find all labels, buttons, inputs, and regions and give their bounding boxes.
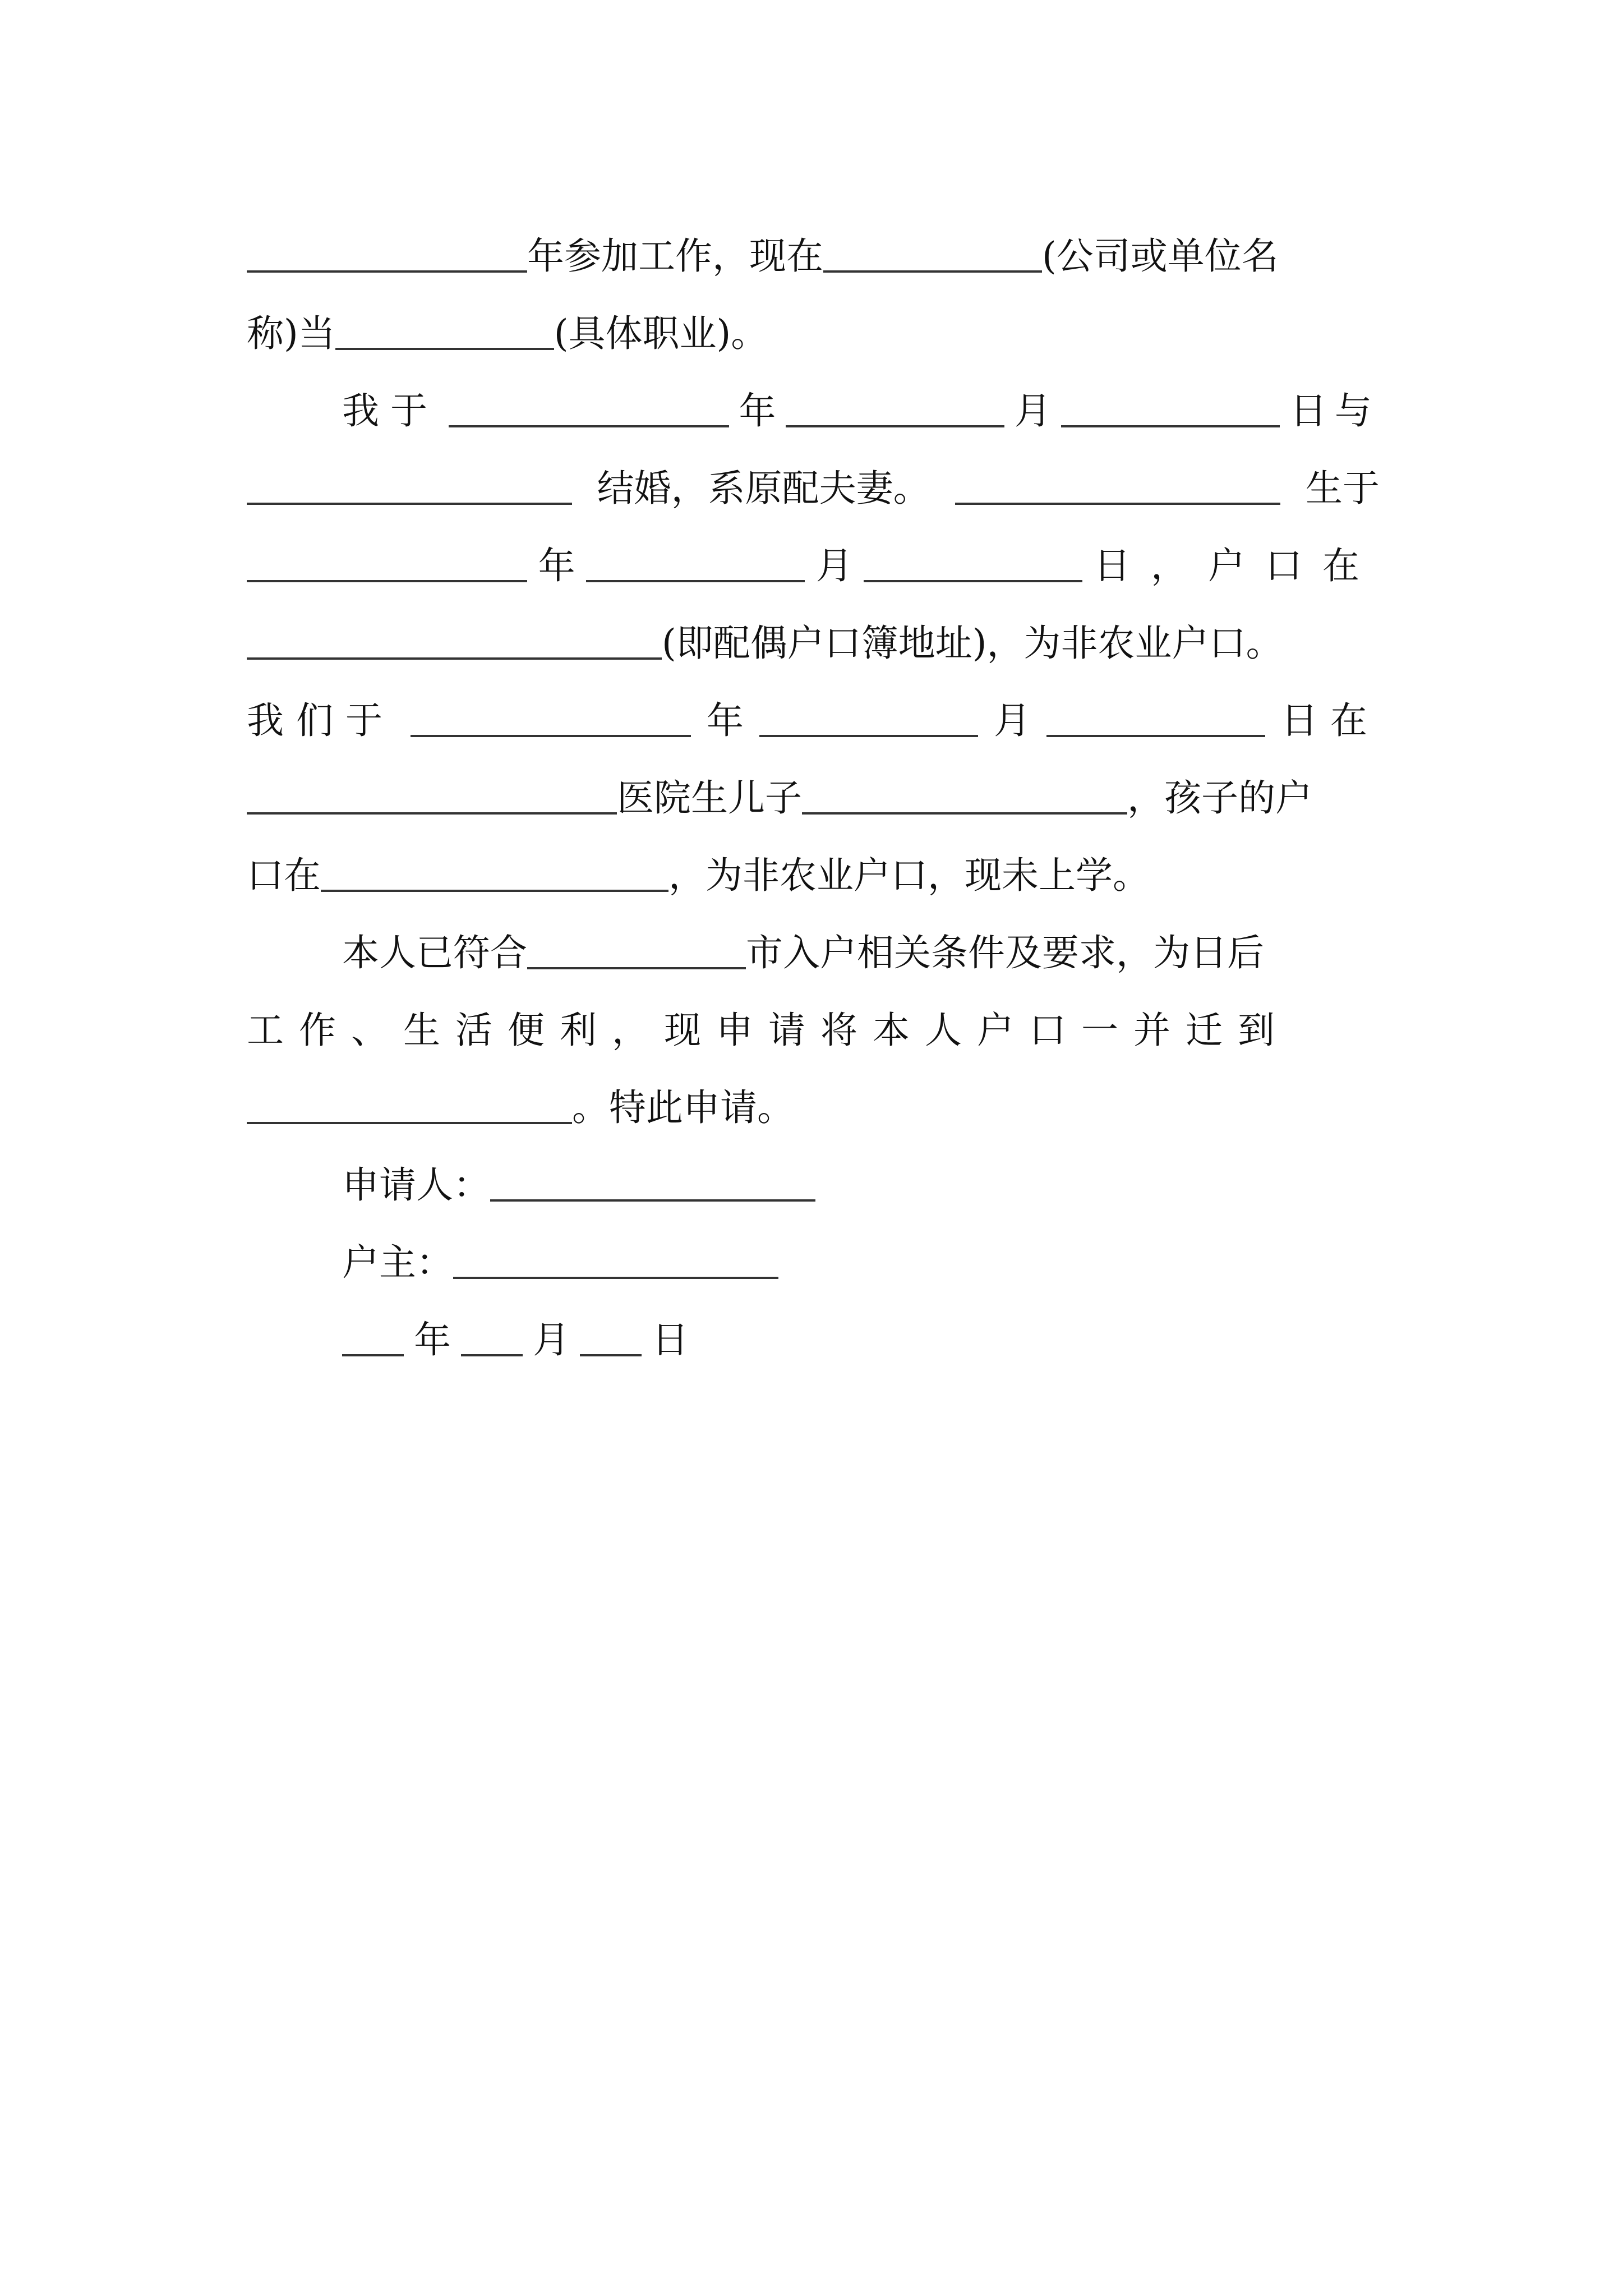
- text-segment: 年: [739, 389, 776, 432]
- paragraph-line: [247, 429, 1380, 510]
- text-segment: 生于: [1305, 467, 1380, 510]
- text-segment: 日在: [1281, 699, 1380, 742]
- applicant-signature-blank[interactable]: [490, 1197, 815, 1202]
- date-month-blank[interactable]: [461, 1352, 523, 1356]
- fill-blank-occupation[interactable]: [335, 346, 554, 350]
- text-segment: 我们于: [247, 699, 395, 742]
- fill-blank-birth-day[interactable]: [864, 578, 1082, 582]
- fill-blank-child-hukou[interactable]: [321, 887, 668, 892]
- paragraph-line: [247, 196, 1380, 278]
- fill-blank-hospital[interactable]: [247, 810, 617, 815]
- fill-blank-child-year[interactable]: [411, 733, 691, 737]
- signature-householder: [342, 1203, 1380, 1284]
- fill-blank-child-name[interactable]: [802, 810, 1127, 815]
- fill-blank-child-month[interactable]: [759, 733, 978, 737]
- paragraph-line: [247, 1048, 1380, 1129]
- month-label: 月: [533, 1318, 570, 1361]
- fill-blank-work-year[interactable]: [247, 268, 527, 273]
- fill-blank-company[interactable]: [823, 268, 1042, 273]
- fill-blank-birth-month[interactable]: [586, 578, 805, 582]
- signature-applicant: [342, 1125, 1380, 1207]
- text-segment: 月: [815, 544, 853, 587]
- text-segment: 日与: [1289, 389, 1380, 432]
- fill-blank-spouse-name[interactable]: [247, 500, 572, 505]
- text-segment: 。特此申请。: [572, 1086, 794, 1129]
- text-segment: 本人已符合: [342, 931, 527, 974]
- day-label: 日: [652, 1318, 689, 1361]
- fill-blank-spouse-address[interactable]: [247, 655, 662, 660]
- text-segment: 口在: [247, 854, 321, 897]
- text-segment: 我于: [342, 389, 439, 432]
- date-day-blank[interactable]: [580, 1352, 642, 1356]
- paragraph-line: [342, 893, 1380, 972]
- paragraph-line: [247, 661, 1380, 742]
- fill-blank-destination[interactable]: [247, 1120, 572, 1124]
- paragraph-line: [247, 583, 1380, 665]
- paragraph-line: [247, 506, 1380, 585]
- householder-signature-blank[interactable]: [453, 1274, 778, 1279]
- text-segment: 结婚，系原配夫妻。: [597, 467, 930, 510]
- date-year-blank[interactable]: [342, 1352, 404, 1356]
- text-segment: (具体职业)。: [554, 312, 768, 355]
- text-segment: 年参加工作，现在: [527, 234, 823, 278]
- applicant-label: 申请人：: [342, 1163, 490, 1207]
- paragraph-line: [247, 816, 1380, 897]
- text-segment: ，为非农业户口，现未上学。: [668, 854, 1150, 897]
- year-label: 年: [414, 1318, 451, 1361]
- fill-blank-spouse[interactable]: [955, 500, 1280, 505]
- text-segment: 医院生儿子: [617, 776, 802, 820]
- text-segment: 日，户口在: [1093, 544, 1380, 587]
- paragraph-line: [247, 970, 1380, 1052]
- paragraph-line: [342, 351, 1380, 430]
- signature-date: [342, 1280, 1380, 1359]
- text-segment: 称)当: [247, 312, 335, 355]
- paragraph-line: [247, 274, 1380, 355]
- text-segment: 年: [707, 699, 744, 742]
- fill-blank-marriage-month[interactable]: [786, 423, 1004, 427]
- fill-blank-child-day[interactable]: [1046, 733, 1265, 737]
- text-segment: 年: [538, 544, 575, 587]
- text-segment: 月: [1014, 389, 1052, 432]
- fill-blank-birth-year[interactable]: [247, 578, 527, 582]
- fill-blank-marriage-year[interactable]: [449, 423, 729, 427]
- fill-blank-city[interactable]: [527, 965, 746, 969]
- text-segment: 工作、生活便利，现申请将本人户口一并迁到: [247, 1009, 1290, 1052]
- text-segment: (即配偶户口簿地址)，为非农业户口。: [662, 622, 1283, 665]
- householder-label: 户主：: [342, 1241, 453, 1284]
- paragraph-line: [247, 738, 1380, 820]
- text-segment: (公司或单位名: [1042, 234, 1279, 278]
- text-segment: ，孩子的户: [1127, 776, 1312, 820]
- fill-blank-marriage-day[interactable]: [1061, 423, 1280, 427]
- text-segment: 市入户相关条件及要求，为日后: [746, 931, 1264, 974]
- text-segment: 月: [994, 699, 1031, 742]
